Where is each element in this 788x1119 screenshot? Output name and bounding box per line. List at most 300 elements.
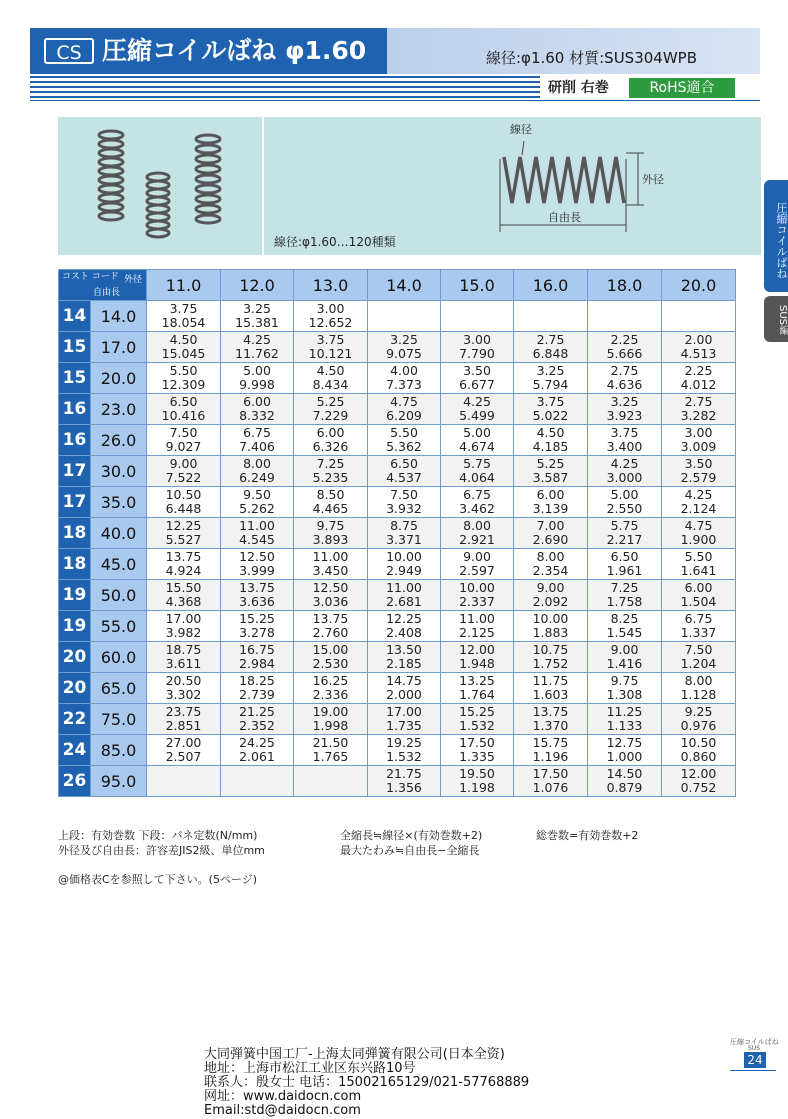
spring-rate: 6.209 [386,408,422,423]
active-coils: 3.25 [610,394,639,409]
active-coils: 6.00 [684,580,713,595]
spec-cell [514,301,588,332]
spring-rate: 0.860 [680,749,717,764]
spec-cell [294,425,368,456]
spec-cell [147,580,221,611]
spec-cell [662,394,736,425]
cost-code: 18 [59,518,91,549]
spec-cell [147,394,221,425]
active-coils: 14.75 [386,673,422,688]
free-length: 35.0 [91,487,147,518]
spring-rate: 5.362 [386,439,422,454]
active-coils: 10.00 [386,549,422,564]
spec-cell [662,518,736,549]
spring-rate: 3.587 [532,470,569,485]
active-coils: 3.75 [316,332,345,347]
od-label: 外径 [642,173,664,186]
footer-company-info [204,1048,529,1118]
spring-rate: 1.198 [459,780,495,795]
spring-rate: 2.984 [239,656,275,671]
active-coils: 11.00 [312,549,349,564]
spring-rate: 3.932 [386,501,422,516]
spec-cell [662,456,736,487]
spring-rate: 1.337 [680,625,717,640]
active-coils: 3.75 [169,301,198,316]
spring-rate: 4.064 [459,470,495,485]
active-coils: 5.25 [536,456,565,471]
spec-cell [147,611,221,642]
active-coils: 11.00 [239,518,275,533]
active-coils: 6.75 [243,425,271,440]
spring-rate: 2.530 [312,656,349,671]
active-coils: 13.25 [459,673,495,688]
spec-cell [147,704,221,735]
spec-cell [441,673,514,704]
active-coils: 11.25 [606,704,643,719]
spring-rate: 1.128 [680,687,717,702]
wire-label: 線径 [510,123,532,136]
spec-cell [441,704,514,735]
spec-cell [368,642,441,673]
spring-rate: 3.139 [532,501,569,516]
spring-rate: 3.636 [239,594,275,609]
footer-company: 大同弾簧中国工厂-上海太同弾簧有限公司(日本全资) [204,1047,505,1062]
spec-cell [221,549,294,580]
active-coils: 24.25 [239,735,275,750]
spring-spec-table [58,269,736,797]
spec-cell [441,735,514,766]
spring-rate: 5.022 [532,408,569,423]
active-coils: 5.00 [243,363,271,378]
spec-cell [368,518,441,549]
spec-cell [588,363,662,394]
table-row [59,766,736,797]
spec-cell [441,456,514,487]
spring-rate: 4.924 [165,563,202,578]
spec-cell [588,673,662,704]
spec-cell [221,425,294,456]
spec-cell [294,704,368,735]
spec-cell [294,394,368,425]
spec-cell [368,363,441,394]
corner-code-label: コスト コード [62,272,119,282]
spring-rate: 8.434 [312,377,349,392]
active-coils: 2.25 [610,332,639,347]
spec-cell [294,642,368,673]
active-coils: 17.00 [165,611,202,626]
diameter-header: 11.0 [147,270,221,301]
spring-rate: 2.597 [459,563,495,578]
spring-rate: 6.326 [312,439,349,454]
spec-cell [514,642,588,673]
spec-cell [514,425,588,456]
active-coils: 3.50 [463,363,491,378]
spring-rate: 3.923 [606,408,643,423]
spec-cell [368,487,441,518]
active-coils: 11.00 [386,580,422,595]
active-coils: 9.25 [684,704,713,719]
spec-cell [147,549,221,580]
spec-cell [221,394,294,425]
spring-rate: 1.308 [606,687,643,702]
active-coils: 23.75 [165,704,202,719]
spec-cell [514,580,588,611]
spring-rate: 2.739 [239,687,275,702]
spec-cell [294,611,368,642]
footer-website[interactable]: 网址：www.daidocn.com [204,1089,362,1104]
spec-cell [294,487,368,518]
active-coils: 10.00 [532,611,569,626]
cost-code: 18 [59,549,91,580]
spring-rate: 3.278 [239,625,275,640]
diameter-header: 16.0 [514,270,588,301]
spec-cell [662,642,736,673]
active-coils: 5.75 [463,456,491,471]
table-header-row [59,270,736,301]
spec-cell [294,735,368,766]
spring-rate: 2.579 [680,470,717,485]
spring-rate: 0.976 [680,718,717,733]
cost-code: 20 [59,642,91,673]
table-row [59,487,736,518]
spring-rate: 1.998 [312,718,349,733]
spec-cell [221,766,294,797]
active-coils: 8.00 [536,549,565,564]
spec-cell [294,766,368,797]
spec-cell [221,611,294,642]
spec-cell [147,363,221,394]
spring-rate: 4.636 [606,377,643,392]
spec-cell [221,301,294,332]
active-coils: 13.75 [312,611,349,626]
free-length-label: 自由長 [548,211,581,224]
spring-rate: 2.061 [239,749,275,764]
spec-cell [441,580,514,611]
spring-rate: 1.532 [386,749,422,764]
active-coils: 5.00 [463,425,491,440]
active-coils: 4.00 [390,363,418,378]
spring-rate: 15.045 [161,346,206,361]
spring-rate: 5.527 [165,532,202,547]
spring-rate: 1.076 [532,780,569,795]
cost-code: 15 [59,363,91,394]
table-row [59,363,736,394]
diameter-header: 12.0 [221,270,294,301]
spec-cell [514,518,588,549]
springs-photo-icon [58,117,262,255]
spec-cell [514,456,588,487]
page-section-label: 圧縮コイルばね [730,1038,779,1046]
spring-rate: 2.092 [532,594,569,609]
active-coils: 4.25 [610,456,639,471]
active-coils: 3.00 [316,301,345,316]
active-coils: 27.00 [165,735,202,750]
spring-rate: 2.217 [606,532,643,547]
page-sus-label: SUS [748,1045,761,1052]
note-total-coils: 総巻数=有効巻数+2 [536,829,639,842]
spec-cell [514,487,588,518]
active-coils: 9.00 [169,456,198,471]
spec-cell [441,611,514,642]
cost-code: 17 [59,456,91,487]
diameter-header: 20.0 [662,270,736,301]
table-row [59,611,736,642]
spring-rate: 2.690 [532,532,569,547]
spec-cell [221,673,294,704]
cost-code: 14 [59,301,91,332]
table-row [59,518,736,549]
spring-rate: 15.381 [235,315,279,330]
spec-cell [441,332,514,363]
active-coils: 5.75 [610,518,639,533]
active-coils: 8.75 [390,518,418,533]
diameter-header: 14.0 [368,270,441,301]
spec-cell [368,456,441,487]
active-coils: 6.75 [463,487,491,502]
spec-cell [588,332,662,363]
spring-rate: 3.371 [386,532,422,547]
active-coils: 7.00 [536,518,565,533]
spring-rate: 3.999 [239,563,275,578]
active-coils: 5.50 [684,549,713,564]
cost-code: 16 [59,425,91,456]
active-coils: 13.50 [386,642,422,657]
side-tab-compression-label: 圧縮コイルばね [775,201,788,279]
active-coils: 6.50 [610,549,639,564]
active-coils: 19.00 [312,704,349,719]
active-coils: 10.50 [680,735,717,750]
spec-cell [221,580,294,611]
free-length: 75.0 [91,704,147,735]
side-tab-sus-label: SUS編 [777,304,788,335]
active-coils: 12.25 [386,611,422,626]
spec-cell [221,642,294,673]
active-coils: 9.00 [536,580,565,595]
spec-cell [294,363,368,394]
spec-cell [368,704,441,735]
spec-cell [441,301,514,332]
spring-rate: 7.522 [165,470,202,485]
cost-code: 15 [59,332,91,363]
spring-rate: 10.416 [161,408,206,423]
spring-rate: 1.900 [680,532,717,547]
spring-rate: 9.075 [386,346,422,361]
rohs-badge: RoHS適合 [629,78,735,98]
spec-cell [147,332,221,363]
corner-fl-label: 自由長 [93,288,121,298]
spec-cell [662,704,736,735]
spec-cell [441,518,514,549]
spec-cell [221,735,294,766]
spring-rate: 3.000 [606,470,643,485]
spec-cell [221,518,294,549]
cost-code: 22 [59,704,91,735]
active-coils: 3.75 [536,394,565,409]
spring-rate: 3.036 [312,594,349,609]
active-coils: 2.75 [536,332,565,347]
free-length: 14.0 [91,301,147,332]
active-coils: 3.00 [684,425,713,440]
active-coils: 9.50 [243,487,271,502]
spec-cell [514,549,588,580]
active-coils: 4.50 [169,332,198,347]
spec-cell [588,456,662,487]
spring-rate: 5.235 [312,470,349,485]
spring-rate: 4.368 [165,594,202,609]
active-coils: 9.75 [610,673,639,688]
active-coils: 19.25 [386,735,422,750]
spring-rate: 3.302 [165,687,202,702]
active-coils: 5.00 [610,487,639,502]
spring-rate: 1.000 [606,749,643,764]
active-coils: 19.50 [459,766,495,781]
active-coils: 2.75 [684,394,713,409]
spec-cell [662,735,736,766]
spring-rate: 5.666 [606,346,643,361]
free-length: 55.0 [91,611,147,642]
spring-rate: 1.416 [606,656,643,671]
cost-code: 26 [59,766,91,797]
spec-cell [368,549,441,580]
spec-cell [294,549,368,580]
active-coils: 15.25 [459,704,495,719]
active-coils: 18.75 [165,642,202,657]
active-coils: 13.75 [532,704,569,719]
spec-cell [441,642,514,673]
spring-rate: 7.406 [239,439,275,454]
spec-cell [368,611,441,642]
spring-rate: 1.752 [532,656,569,671]
spec-cell [294,301,368,332]
table-row [59,735,736,766]
table-row [59,456,736,487]
free-length: 23.0 [91,394,147,425]
spring-rate: 2.550 [606,501,643,516]
spring-rate: 1.196 [532,749,569,764]
active-coils: 8.25 [610,611,639,626]
active-coils: 3.25 [390,332,418,347]
active-coils: 21.50 [312,735,349,750]
cost-code: 19 [59,580,91,611]
active-coils: 17.50 [459,735,495,750]
active-coils: 6.50 [169,394,198,409]
active-coils: 17.00 [386,704,422,719]
active-coils: 2.00 [684,332,713,347]
spring-rate: 4.185 [532,439,569,454]
diameter-header: 15.0 [441,270,514,301]
spring-rate: 8.332 [239,408,275,423]
spring-rate: 5.499 [459,408,495,423]
corner-od-label: 外径 [123,275,142,285]
active-coils: 3.00 [463,332,491,347]
free-length: 95.0 [91,766,147,797]
active-coils: 12.00 [459,642,495,657]
active-coils: 5.50 [390,425,418,440]
spec-cell [588,518,662,549]
cost-code: 17 [59,487,91,518]
active-coils: 4.25 [243,332,271,347]
footer-email[interactable]: Email:std@daidocn.com [204,1103,361,1118]
spec-cell [514,611,588,642]
note-solid-length: 全縮長≒線径×(有効巻数+2) [340,829,483,842]
spec-cell [662,332,736,363]
page-title: 圧縮コイルばね φ1.60 [102,36,367,65]
spring-rate: 5.262 [239,501,275,516]
spec-cell [294,518,368,549]
active-coils: 12.00 [680,766,717,781]
wire-caption: 線径:φ1.60…120種類 [274,235,396,249]
spec-cell [588,611,662,642]
spring-rate: 3.282 [680,408,717,423]
spec-cell [147,425,221,456]
active-coils: 6.75 [684,611,713,626]
active-coils: 4.25 [684,487,713,502]
spring-rate: 1.370 [532,718,569,733]
spring-rate: 6.848 [532,346,569,361]
table-row [59,549,736,580]
active-coils: 17.50 [532,766,569,781]
spec-cell [368,766,441,797]
free-length: 65.0 [91,673,147,704]
spec-cell [294,456,368,487]
spec-cell [441,363,514,394]
free-length: 45.0 [91,549,147,580]
spec-cell [514,673,588,704]
active-coils: 4.50 [536,425,565,440]
spring-rate: 2.507 [165,749,202,764]
spring-rate: 11.762 [235,346,279,361]
spec-cell [147,487,221,518]
free-length: 30.0 [91,456,147,487]
spec-cell [588,704,662,735]
active-coils: 10.50 [165,487,202,502]
spring-rate: 4.537 [386,470,422,485]
spec-cell [514,704,588,735]
spec-cell [588,642,662,673]
spec-cell [294,580,368,611]
spec-cell [368,673,441,704]
spec-cell [368,580,441,611]
active-coils: 3.25 [536,363,565,378]
spring-rate: 1.948 [459,656,495,671]
spring-rate: 1.133 [606,718,643,733]
active-coils: 13.75 [239,580,275,595]
spec-cell [662,487,736,518]
spring-rate: 7.229 [312,408,349,423]
active-coils: 20.50 [165,673,202,688]
spec-cell [221,487,294,518]
spring-rate: 6.249 [239,470,275,485]
page-number: 24 [744,1052,766,1068]
active-coils: 8.00 [463,518,491,533]
active-coils: 7.50 [390,487,418,502]
note-tolerance: 外径及び自由長：許容差JIS2級、単位mm [58,844,265,857]
note-upper-lower: 上段：有効巻数 下段：バネ定数(N/mm) [58,829,258,842]
spec-cell [368,301,441,332]
table-row [59,704,736,735]
spec-cell [147,301,221,332]
spring-rate: 3.893 [312,532,349,547]
diameter-header: 13.0 [294,270,368,301]
spec-cell [662,549,736,580]
table-row [59,642,736,673]
footer-contact: 联系人：殷女士 电话：15002165129/021-57768889 [204,1075,530,1090]
active-coils: 5.25 [316,394,345,409]
active-coils: 10.00 [459,580,495,595]
table-row [59,673,736,704]
free-length: 26.0 [91,425,147,456]
spring-rate: 1.504 [680,594,717,609]
